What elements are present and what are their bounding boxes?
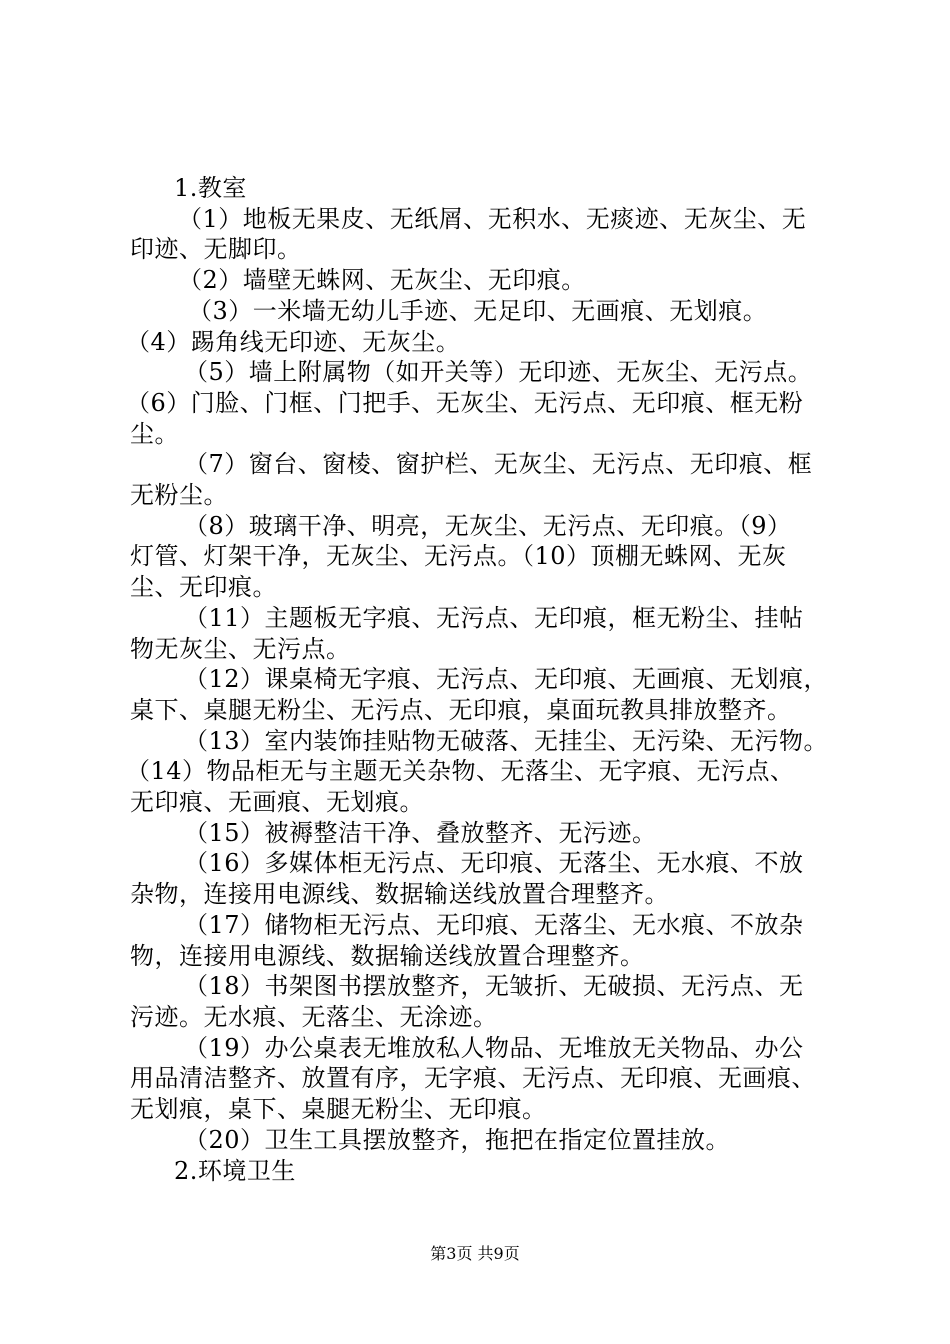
document-line: （7）窗台、窗棱、窗护栏、无灰尘、无污点、无印痕、框 bbox=[184, 450, 813, 479]
document-line: （20）卫生工具摆放整齐，拖把在指定位置挂放。 bbox=[184, 1125, 731, 1154]
document-line: 污迹。无水痕、无落尘、无涂迹。 bbox=[130, 1002, 498, 1031]
document-line: 印迹、无脚印。 bbox=[130, 235, 302, 264]
document-line: （1）地板无果皮、无纸屑、无积水、无痰迹、无灰尘、无 bbox=[178, 204, 807, 233]
document-line: （8）玻璃干净、明亮，无灰尘、无污点、无印痕。（9） bbox=[184, 511, 792, 540]
document-line: （12）课桌椅无字痕、无污点、无印痕、无画痕、无划痕， bbox=[184, 665, 829, 694]
document-line: 尘、无印痕。 bbox=[130, 573, 277, 602]
document-line: 杂物，连接用电源线、数据输送线放置合理整齐。 bbox=[130, 880, 669, 909]
document-line: 1.教室 bbox=[174, 174, 247, 202]
document-line: 用品清洁整齐、放置有序，无字痕、无污点、无印痕、无画痕、 bbox=[130, 1064, 816, 1093]
document-line: 2.环境卫生 bbox=[174, 1156, 296, 1185]
document-line: 物无灰尘、无污点。 bbox=[130, 634, 351, 663]
document-line: （3）一米墙无幼儿手迹、无足印、无画痕、无划痕。 bbox=[188, 296, 768, 325]
document-line: （17）储物柜无污点、无印痕、无落尘、无水痕、不放杂 bbox=[184, 910, 804, 939]
document-body bbox=[126, 173, 836, 1186]
document-line: 无粉尘。 bbox=[130, 481, 228, 510]
document-line: （13）室内装饰挂贴物无破落、无挂尘、无污染、无污物。 bbox=[184, 726, 829, 755]
document-line: （4）踢角线无印迹、无灰尘。 bbox=[126, 327, 461, 356]
document-line: （16）多媒体柜无污点、无印痕、无落尘、无水痕、不放 bbox=[184, 849, 804, 878]
document-line: （2）墙壁无蛛网、无灰尘、无印痕。 bbox=[178, 266, 586, 295]
document-line: 灯管、灯架干净，无灰尘、无污点。（10）顶棚无蛛网、无灰 bbox=[130, 542, 787, 571]
document-line: （6）门脸、门框、门把手、无灰尘、无污点、无印痕、框无粉 bbox=[126, 388, 804, 417]
document-line: （5）墙上附属物（如开关等）无印迹、无灰尘、无污点。 bbox=[184, 358, 813, 387]
document-line: 无划痕，桌下、桌腿无粉尘、无印痕。 bbox=[130, 1095, 547, 1124]
document-line: 无印痕、无画痕、无划痕。 bbox=[130, 788, 424, 817]
document-line: 尘。 bbox=[130, 419, 179, 448]
document-line: 物，连接用电源线、数据输送线放置合理整齐。 bbox=[130, 941, 645, 970]
document-line: （15）被褥整洁干净、叠放整齐、无污迹。 bbox=[184, 818, 657, 847]
page-footer: 第3页 共9页 bbox=[430, 1244, 520, 1263]
document-line: （11）主题板无字痕、无污点、无印痕，框无粉尘、挂帖 bbox=[184, 603, 804, 632]
document-line: 桌下、桌腿无粉尘、无污点、无印痕，桌面玩教具排放整齐。 bbox=[130, 695, 792, 724]
document-line: （14）物品柜无与主题无关杂物、无落尘、无字痕、无污点、 bbox=[126, 757, 795, 786]
document-line: （19）办公桌表无堆放私人物品、无堆放无关物品、办公 bbox=[184, 1033, 804, 1062]
document-line: （18）书架图书摆放整齐，无皱折、无破损、无污点、无 bbox=[184, 972, 804, 1001]
